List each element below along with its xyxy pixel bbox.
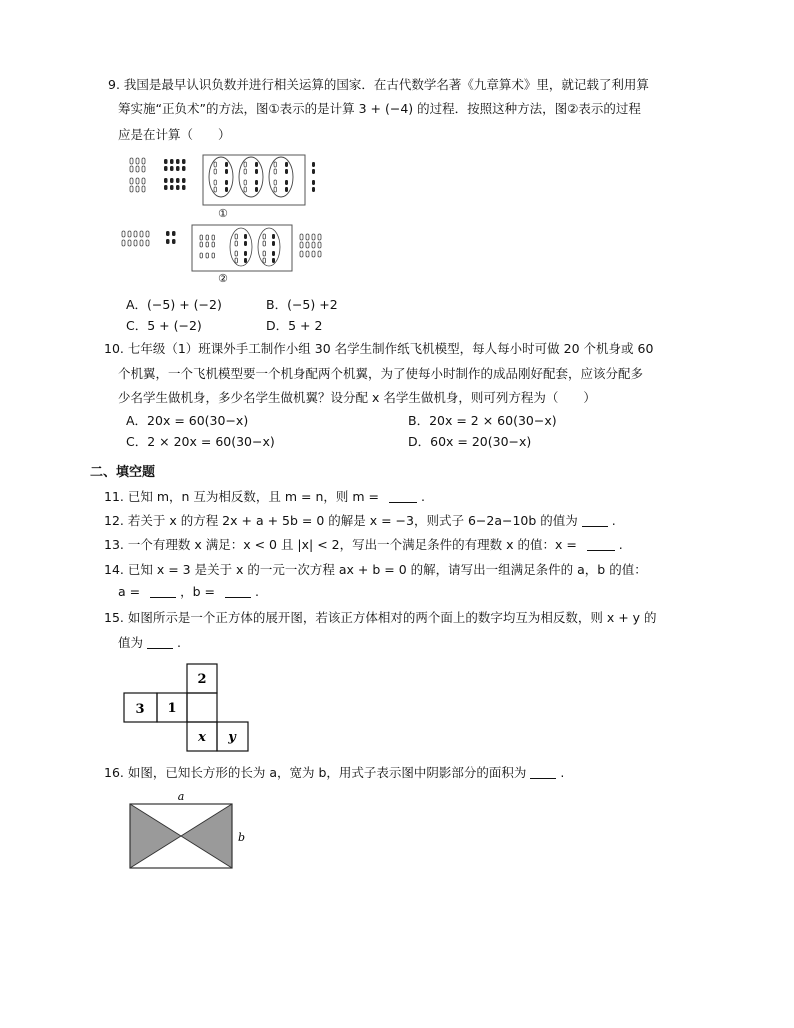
q14-line1: 14. 已知 x = 3 是关于 x 的一元一次方程 ax + b = 0 的解，请写出一组满足条件的 a，b 的值： <box>104 562 647 577</box>
net-cell-1: 1 <box>167 701 177 716</box>
q11-text: 11. 已知 m，n 互为相反数，且 m = n，则 m = <box>104 489 379 504</box>
net-cell-3: 3 <box>135 702 145 717</box>
q9-option-a[interactable]: A．(−5) + (−2) <box>126 297 222 312</box>
q14-b-blank[interactable] <box>225 585 251 598</box>
q12-text: 12. 若关于 x 的方程 2x + a + 5b = 0 的解是 x = −3，则式子 6−2a−10b 的值为 <box>104 513 578 528</box>
q9-line2: 筹实施“正负术”的方法，图①表示的是计算 3 + (−4) 的过程．按照这种方法，图②表示的过程 <box>118 101 641 116</box>
q14-line2: a = ，b = . <box>118 584 259 599</box>
fig2-label: ② <box>218 272 228 285</box>
rod-figure-2 <box>120 223 330 275</box>
q10-option-c[interactable]: C．2 × 20x = 60(30−x) <box>126 434 275 449</box>
hollow-rods-3 <box>130 158 145 192</box>
q16-answer-blank[interactable] <box>530 766 556 779</box>
fig1-label: ① <box>218 207 228 220</box>
q10-option-b[interactable]: B．20x = 2 × 60(30−x) <box>408 413 557 428</box>
q12-answer-blank[interactable] <box>582 514 608 527</box>
net-cell-x: x <box>198 730 206 745</box>
shaded-rectangle-figure <box>124 790 248 880</box>
q12: 12. 若关于 x 的方程 2x + a + 5b = 0 的解是 x = −3，则式子 6−2a−10b 的值为 . <box>104 513 616 528</box>
net-cell-2: 2 <box>197 672 207 687</box>
q9-option-c[interactable]: C．5 + (−2) <box>126 318 202 333</box>
q11: 11. 已知 m，n 互为相反数，且 m = n，则 m = . <box>104 489 425 504</box>
q10-line3: 少名学生做机身，多少名学生做机翼？设分配 x 名学生做机身，则可列方程为（ ） <box>118 390 596 405</box>
q13-text: 13. 一个有理数 x 满足：x < 0 且 |x| < 2，写出一个满足条件的有理数 x 的值：x = <box>104 537 577 552</box>
hollow-rods-5 <box>122 231 149 246</box>
q13-answer-blank[interactable] <box>587 538 615 551</box>
q15-answer-blank[interactable] <box>147 636 173 649</box>
q10-line2: 个机翼，一个飞机模型要一个机身配两个机翼，为了使每小时制作的成品刚好配套，应该分配多 <box>118 366 644 381</box>
label-b: b <box>238 831 246 844</box>
q10-option-d[interactable]: D．60x = 20(30−x) <box>408 434 532 449</box>
solid-rods-4 <box>164 159 186 190</box>
q10-option-a[interactable]: A．20x = 60(30−x) <box>126 413 249 428</box>
q9-line1: 9. 我国是最早认识负数并进行相关运算的国家．在古代数学名著《九章算术》里，就记载了利用算 <box>108 77 649 92</box>
q14-a-label: a = <box>118 584 141 599</box>
cube-net-figure <box>120 662 252 754</box>
q16: 16. 如图，已知长方形的长为 a，宽为 b，用式子表示图中阴影部分的面积为 . <box>104 765 565 780</box>
q15-line2-text: 值为 <box>118 635 144 650</box>
q11-answer-blank[interactable] <box>389 490 417 503</box>
q14-b-label: ，b = <box>180 584 215 599</box>
q10-line1: 10. 七年级（1）班课外手工制作小组 30 名学生制作纸飞机模型，每人每小时可做 20 个机身或 60 <box>104 341 654 356</box>
solid-rods-2 <box>166 231 176 244</box>
q16-text: 16. 如图，已知长方形的长为 a，宽为 b，用式子表示图中阴影部分的面积为 <box>104 765 527 780</box>
q9-option-b[interactable]: B．(−5) +2 <box>266 297 338 312</box>
q9-option-d[interactable]: D．5 + 2 <box>266 318 323 333</box>
label-a: a <box>177 790 185 803</box>
q13: 13. 一个有理数 x 满足：x < 0 且 |x| < 2，写出一个满足条件的有理数 x 的值：x = . <box>104 537 623 552</box>
q15-line2: 值为 . <box>118 635 181 650</box>
q14-a-blank[interactable] <box>150 585 176 598</box>
net-cell-y: y <box>228 730 236 745</box>
q9-line3: 应是在计算（ ） <box>118 127 231 142</box>
q15-line1: 15. 如图所示是一个正方体的展开图，若该正方体相对的两个面上的数字均互为相反数，则 x + y 的 <box>104 610 657 625</box>
section-title: 二、填空题 <box>90 465 156 480</box>
